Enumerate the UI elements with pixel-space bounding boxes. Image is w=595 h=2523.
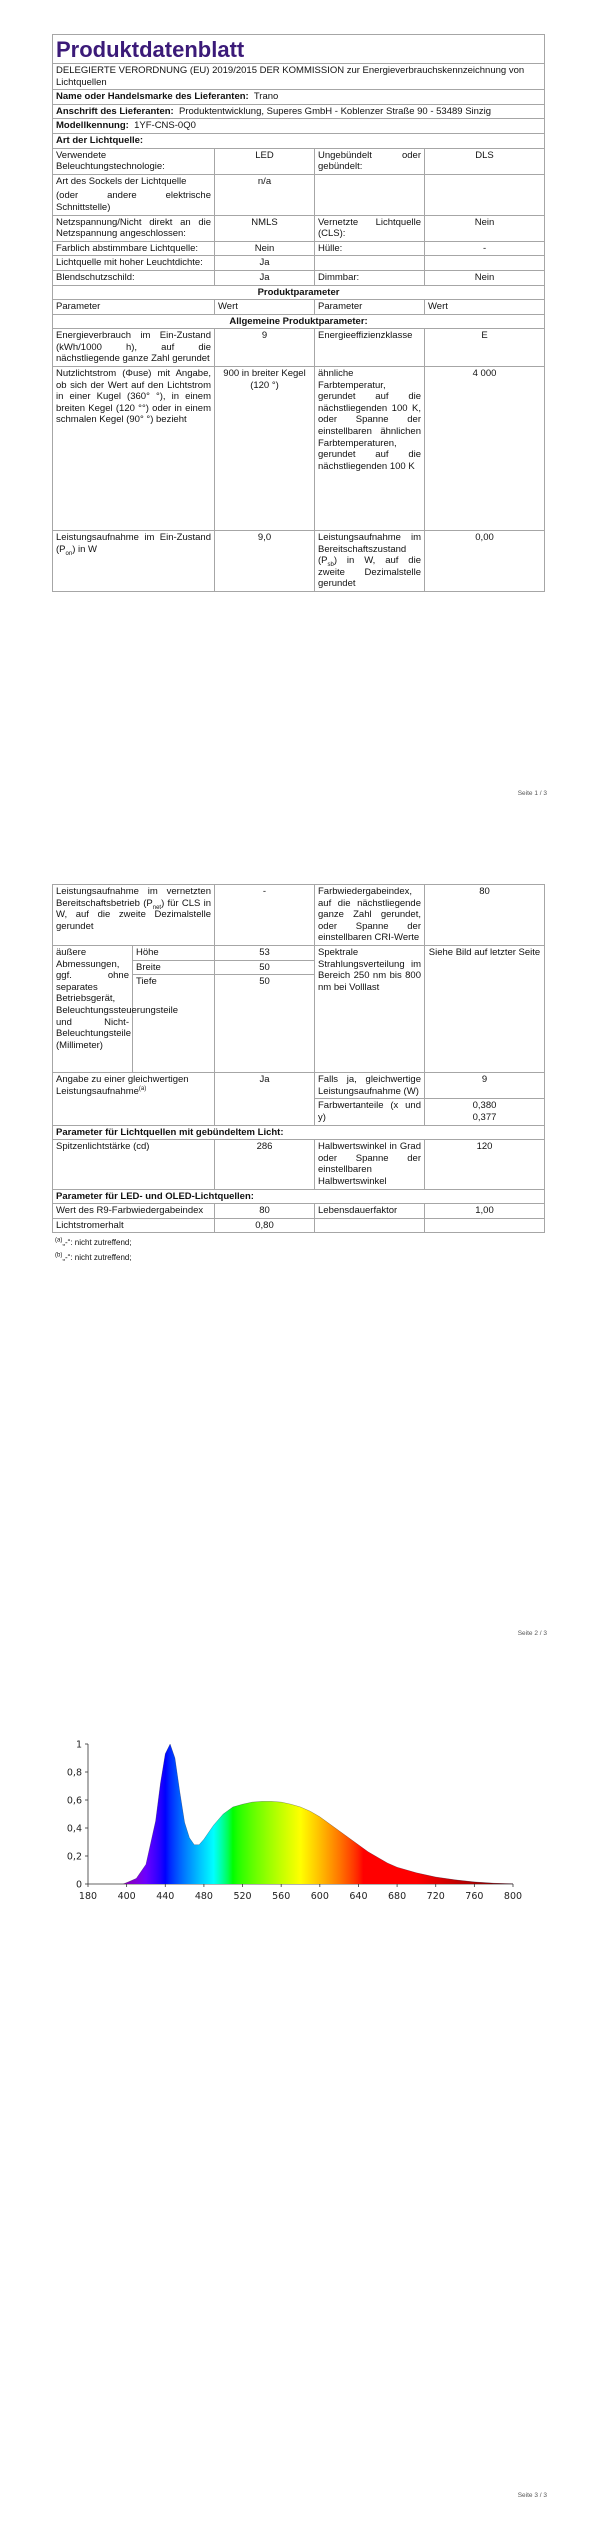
- supplier-address-value: Produktentwicklung, Superes GmbH - Koblenzer Straße 90 - 53489 Sinzig: [179, 105, 492, 117]
- mains-label: Netzspannung/Nicht direkt an die Netzspannung angeschlossen:: [53, 215, 215, 241]
- chromaticity-label: Farbwertanteile (x und y): [315, 1099, 425, 1125]
- empty-cell: [315, 256, 425, 271]
- flux-label: Nutzlichtstrom (Φuse) mit Angabe, ob sich der Wert auf den Lichtstrom in einer Kugel (360° °), in einem breiten Kegel (120 °°) oder in einem schmalen Kegel (90° °) bezieht: [53, 367, 215, 531]
- technology-value: LED: [215, 148, 315, 174]
- net-standby-label-text: Leistungsaufnahme im vernetzten Bereitschaftsbetrieb (P: [56, 886, 211, 909]
- footnote-a-text: „-“: nicht zutreffend;: [62, 1238, 132, 1247]
- empty-cell: [425, 174, 545, 215]
- page-number: Seite 2 / 3: [517, 1630, 547, 1637]
- supplier-name-row: [53, 90, 545, 105]
- energy-label: Energieverbrauch im Ein-Zustand (kWh/1000 h), auf die nächstliegende ganze Zahl gerundet: [53, 329, 215, 367]
- non-directional-value: DLS: [425, 148, 545, 174]
- supplier-address-row: [53, 104, 545, 119]
- r9-value: 80: [215, 1204, 315, 1219]
- col-header-value: Wert: [215, 300, 315, 315]
- equiv-power-label: Falls ja, gleichwertige Leistungsaufnahme (W): [315, 1073, 425, 1099]
- net-standby-subscript: net: [152, 904, 162, 911]
- x-tick-label: 400: [117, 1891, 136, 1902]
- lumen-maint-label: Lichtstromerhalt: [53, 1218, 215, 1233]
- footnote-a-mark: (a): [55, 1237, 63, 1244]
- directional-heading: Parameter für Lichtquellen mit gebündeltem Licht:: [53, 1125, 545, 1140]
- cct-label: ähnliche Farbtemperatur, gerundet auf die nächstliegenden 100 K, oder Spanne der einstellbaren ähnlichen Farbtemperaturen, gerundet auf die nächstliegenden 100 K: [315, 367, 425, 531]
- technology-label: Verwendete Beleuchtungstechnologie:: [53, 148, 215, 174]
- cri-label: Farbwiedergabeindex, auf die nächstliegende ganze Zahl gerundet, oder Spanne der einstellbaren CRI-Werte: [315, 885, 425, 946]
- standby-label-text: Leistungsaufnahme im Bereitschaftszustand (P: [318, 532, 421, 567]
- on-power-subscript: on: [65, 550, 73, 557]
- equiv-claim-footnote-mark: (a): [138, 1085, 147, 1092]
- r9-label: Wert des R9-Farbwiedergabeindex: [53, 1204, 215, 1219]
- empty-cell: [425, 1218, 545, 1233]
- cri-value: 80: [425, 885, 545, 946]
- on-power-label-unit: ) in W: [72, 543, 97, 555]
- x-tick-label: 720: [426, 1891, 445, 1902]
- page-2: [0, 860, 595, 1660]
- envelope-value: -: [425, 241, 545, 256]
- chromaticity-y: 0,377: [472, 1111, 497, 1123]
- dimensions-label: äußere Abmessungen, ggf. ohne separates Betriebsgerät, Beleuchtungssteuerungsteile und Nicht-Beleuchtungsteile (Millimeter): [53, 945, 133, 1072]
- x-tick-label: 560: [272, 1891, 291, 1902]
- supplier-address-label: Anschrift des Lieferanten:: [56, 105, 174, 117]
- anti-glare-value: Ja: [215, 270, 315, 285]
- supplier-name-label: Name oder Handelsmarke des Lieferanten:: [56, 91, 249, 103]
- cap-value: n/a: [215, 174, 315, 215]
- standby-label: [315, 531, 425, 592]
- product-params-heading: Produktparameter: [53, 285, 545, 300]
- cap-label-cell: [53, 174, 215, 215]
- survival-value: 1,00: [425, 1204, 545, 1219]
- page-number: Seite 1 / 3: [517, 790, 547, 797]
- high-luminance-value: Ja: [215, 256, 315, 271]
- cap-label: Art des Sockels der Lichtquelle: [56, 175, 187, 187]
- width-value: 50: [215, 960, 315, 975]
- efficiency-class-label: Energieeffizienzklasse: [315, 329, 425, 367]
- peak-intensity-label: Spitzenlichtstärke (cd): [53, 1140, 215, 1189]
- product-data-table-part-1: [52, 34, 545, 592]
- high-luminance-label: Lichtquelle mit hoher Leuchtdichte:: [53, 256, 215, 271]
- connected-value: Nein: [425, 215, 545, 241]
- col-header-value: Wert: [425, 300, 545, 315]
- standby-subscript: sb: [327, 562, 334, 569]
- on-power-label: [53, 531, 215, 592]
- height-label: Höhe: [133, 945, 215, 960]
- peak-intensity-value: 286: [215, 1140, 315, 1189]
- footnote-a: [55, 1235, 132, 1250]
- width-label: Breite: [133, 960, 215, 975]
- model-label: Modellkennung:: [56, 120, 129, 132]
- energy-value: 9: [215, 329, 315, 367]
- chromaticity-values: [425, 1099, 545, 1125]
- net-standby-label-rest: ) für CLS in W, auf die zweite Dezimalstelle gerundet: [56, 897, 211, 932]
- y-tick-label: 1: [75, 1739, 82, 1751]
- x-tick-label: 800: [503, 1891, 523, 1902]
- on-power-label-text: Leistungsaufnahme im Ein-Zustand (P: [56, 532, 211, 555]
- col-header-parameter: Parameter: [53, 300, 215, 315]
- net-standby-value: -: [215, 885, 315, 946]
- x-tick-label: 760: [465, 1891, 484, 1902]
- envelope-label: Hülle:: [315, 241, 425, 256]
- page-3: [0, 1700, 595, 2523]
- supplier-name-value: Trano: [253, 91, 279, 103]
- x-tick-label: 680: [388, 1891, 407, 1902]
- footnote-b-mark: (b): [55, 1252, 63, 1259]
- x-tick-label: 180: [78, 1891, 98, 1902]
- spd-label: Spektrale Strahlungsverteilung im Bereich 250 nm bis 800 nm bei Volllast: [315, 945, 425, 1072]
- general-params-heading: Allgemeine Produktparameter:: [53, 314, 545, 329]
- spd-value: Siehe Bild auf letzter Seite: [425, 945, 545, 1072]
- dimmable-label: Dimmbar:: [315, 270, 425, 285]
- tunable-value: Nein: [215, 241, 315, 256]
- footnotes: [55, 1235, 132, 1265]
- connected-label: Vernetzte Lichtquelle (CLS):: [315, 215, 425, 241]
- non-directional-label: Ungebündelt oder gebündelt:: [315, 148, 425, 174]
- equiv-claim-label-text: Angabe zu einer gleichwertigen Leistungsaufnahme: [56, 1074, 189, 1097]
- y-axis: [67, 1740, 88, 1891]
- anti-glare-label: Blendschutzschild:: [53, 270, 215, 285]
- beam-angle-value: 120: [425, 1140, 545, 1189]
- efficiency-class-value: E: [425, 329, 545, 367]
- cap-note: (oder andere elektrische Schnittstelle): [56, 190, 211, 213]
- product-data-table-part-2: [52, 884, 545, 1233]
- footnote-b-text: „-“: nicht zutreffend;: [62, 1253, 132, 1262]
- empty-cell: [315, 1218, 425, 1233]
- empty-cell: [425, 256, 545, 271]
- on-power-value: 9,0: [215, 531, 315, 592]
- chromaticity-x: 0,380: [472, 1100, 497, 1112]
- net-standby-label: [53, 885, 215, 946]
- model-row: [53, 119, 545, 134]
- x-tick-label: 640: [349, 1891, 368, 1902]
- led-heading: Parameter für LED- und OLED-Lichtquellen:: [53, 1189, 545, 1204]
- y-tick-label: 0,8: [66, 1767, 82, 1779]
- spectrum-area: [88, 1744, 513, 1884]
- equiv-claim-value: Ja: [215, 1073, 315, 1125]
- empty-cell: [315, 174, 425, 215]
- model-value: 1YF-CNS-0Q0: [134, 120, 196, 132]
- y-tick-label: 0,2: [66, 1851, 82, 1863]
- y-tick-label: 0,6: [66, 1795, 82, 1807]
- depth-value: 50: [215, 975, 315, 1073]
- page-number: Seite 3 / 3: [517, 2492, 547, 2499]
- x-tick-label: 520: [233, 1891, 252, 1902]
- beam-angle-label: Halbwertswinkel in Grad oder Spanne der einstellbaren Halbwertswinkel: [315, 1140, 425, 1189]
- lumen-maint-value: 0,80: [215, 1218, 315, 1233]
- col-header-parameter: Parameter: [315, 300, 425, 315]
- height-value: 53: [215, 945, 315, 960]
- flux-value: 900 in breiter Kegel (120 °): [215, 367, 315, 531]
- dimmable-value: Nein: [425, 270, 545, 285]
- equiv-claim-label: [53, 1073, 215, 1125]
- page-1: [0, 0, 595, 820]
- x-tick-label: 440: [156, 1891, 175, 1902]
- standby-value: 0,00: [425, 531, 545, 592]
- y-tick-label: 0: [75, 1879, 82, 1891]
- mains-value: NMLS: [215, 215, 315, 241]
- x-tick-label: 600: [310, 1891, 329, 1902]
- x-tick-label: 480: [194, 1891, 213, 1902]
- depth-label: Tiefe: [133, 975, 215, 1073]
- regulation-text: DELEGIERTE VERORDNUNG (EU) 2019/2015 DER KOMMISSION zur Energieverbrauchskennzeichnung von Lichtquellen: [53, 64, 545, 90]
- equiv-power-value: 9: [425, 1073, 545, 1099]
- cct-value: 4 000: [425, 367, 545, 531]
- light-type-heading: Art der Lichtquelle:: [53, 133, 545, 148]
- x-axis: [79, 1884, 522, 1902]
- footnote-b: [55, 1250, 132, 1265]
- standby-label-rest: ) in W, auf die zweite Dezimalstelle gerundet: [318, 555, 421, 590]
- spectral-distribution-chart: [58, 1736, 528, 1906]
- document-title: Produktdatenblatt: [53, 35, 545, 64]
- y-tick-label: 0,4: [66, 1823, 82, 1835]
- tunable-label: Farblich abstimmbare Lichtquelle:: [53, 241, 215, 256]
- survival-label: Lebensdauerfaktor: [315, 1204, 425, 1219]
